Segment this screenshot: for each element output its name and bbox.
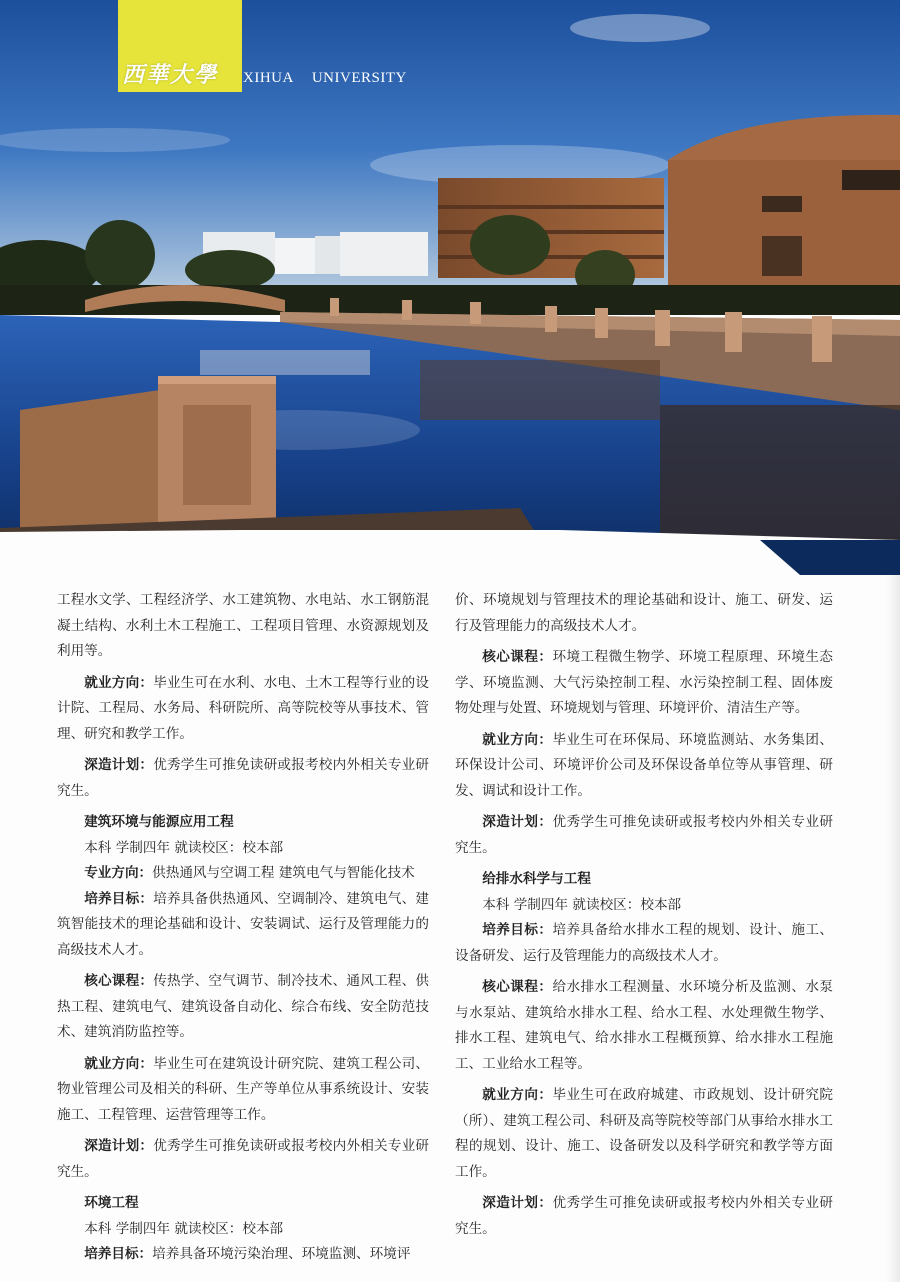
employment-label: 就业方向： [84,674,154,691]
university-logo-chinese: 西華大學 [122,62,219,88]
employment-paragraph [57,1052,429,1129]
core-courses-paragraph [455,975,833,1077]
further-study-text: 优秀学生可推免读研或报考校内外相关专业研究生。 [57,1138,430,1180]
further-study-text: 优秀学生可推免读研或报考校内外相关专业研究生。 [455,814,834,856]
employment-paragraph [57,671,429,748]
goal-paragraph [57,887,429,964]
core-courses-label: 核心课程： [84,973,154,989]
major-title: 给排水科学与工程 [482,871,591,887]
logo-en-word-1: XIHUA [243,70,294,86]
direction-paragraph [57,861,429,887]
further-study-text: 优秀学生可推免读研或报考校内外相关专业研究生。 [57,757,430,799]
direction-text: 供热通风与空调工程 建筑电气与智能化技术 [152,865,415,881]
employment-label: 就业方向： [84,1055,154,1072]
further-study-paragraph [455,1191,833,1242]
goal-label: 培养目标： [84,1246,153,1262]
goal-text: 培养具备供热通风、空调制冷、建筑电气、建筑智能技术的理论基础和设计、安装调试、运行及管理能力的高级技术人才。 [57,890,430,958]
goal-label: 培养目标： [84,890,154,907]
page-edge-shadow [886,575,900,1282]
employment-paragraph [455,1083,833,1185]
university-logo-english [243,70,407,87]
continued-paragraph: 价、环境规划与管理技术的理论基础和设计、施工、研发、运行及管理能力的高级技术人才。 [455,592,833,634]
goal-text: 培养具备给水排水工程的规划、设计、施工、设备研发、运行及管理能力的高级技术人才。 [455,922,834,964]
employment-text: 毕业生可在水利、水电、土木工程等行业的设计院、工程局、水务局、科研院所、高等院校等从事技术、管理、研究和教学工作。 [57,674,430,742]
further-study-label: 深造计划： [482,1195,553,1211]
further-study-label: 深造计划： [84,757,154,773]
logo-en-word-2: UNIVERSITY [311,70,407,86]
employment-paragraph [455,728,833,805]
major-meta: 本科 学制四年 就读校区：校本部 [482,896,682,913]
core-courses-label: 核心课程： [482,649,553,665]
employment-text: 毕业生可在环保局、环境监测站、水务集团、环保设计公司、环境评价公司及环保设备单位等从事管理、研发、调试和设计工作。 [455,731,834,799]
further-study-paragraph [57,753,429,804]
core-courses-text: 给水排水工程测量、水环境分析及监测、水泵与水泵站、建筑给水排水工程、给水工程、水处理微生物学、排水工程、建筑电气、给水排水工程概预算、给水排水工程施工、工业给水工程等。 [455,979,834,1072]
further-study-label: 深造计划： [482,814,553,830]
right-column [455,588,833,1242]
employment-text: 毕业生可在建筑设计研究院、建筑工程公司、物业管理公司及相关的科研、生产等单位从事系统设计、安装施工、工程管理、运营管理等工作。 [57,1055,430,1123]
further-study-label: 深造计划： [84,1138,154,1154]
goal-paragraph [455,918,833,969]
major-meta: 本科 学制四年 就读校区：校本部 [84,1220,284,1237]
direction-label: 专业方向： [84,865,153,881]
further-study-paragraph [455,810,833,861]
left-column [57,588,429,1268]
core-courses-text: 传热学、空气调节、制冷技术、通风工程、供热工程、建筑电气、建筑设备自动化、综合布线、安全防范技术、建筑消防监控等。 [57,973,430,1040]
goal-text: 培养具备环境污染治理、环境监测、环境评 [152,1246,411,1262]
intro-paragraph: 工程水文学、工程经济学、水工建筑物、水电站、水工钢筋混凝土结构、水利土木工程施工、工程项目管理、水资源规划及利用等。 [57,592,429,659]
major-title: 环境工程 [84,1195,139,1211]
goal-label: 培养目标： [482,922,553,938]
major-title: 建筑环境与能源应用工程 [84,814,234,830]
further-study-paragraph [57,1134,429,1185]
major-meta: 本科 学制四年 就读校区：校本部 [84,839,284,856]
further-study-text: 优秀学生可推免读研或报考校内外相关专业研究生。 [455,1195,834,1237]
core-courses-paragraph [57,969,429,1046]
employment-label: 就业方向： [482,1087,553,1103]
core-courses-text: 环境工程微生物学、环境工程原理、环境生态学、环境监测、大气污染控制工程、水污染控制工程、固体废物处理与处置、环境规划与管理、环境评价、清洁生产等。 [455,649,834,716]
employment-label: 就业方向： [482,731,553,748]
core-courses-label: 核心课程： [482,979,553,995]
goal-paragraph [57,1242,429,1268]
employment-text: 毕业生可在政府城建、市政规划、设计研究院（所）、建筑工程公司、科研及高等院校等部门从事给水排水工程的规划、设计、施工、设备研发以及科学研究和教学等方面工作。 [455,1087,834,1180]
core-courses-paragraph [455,645,833,722]
